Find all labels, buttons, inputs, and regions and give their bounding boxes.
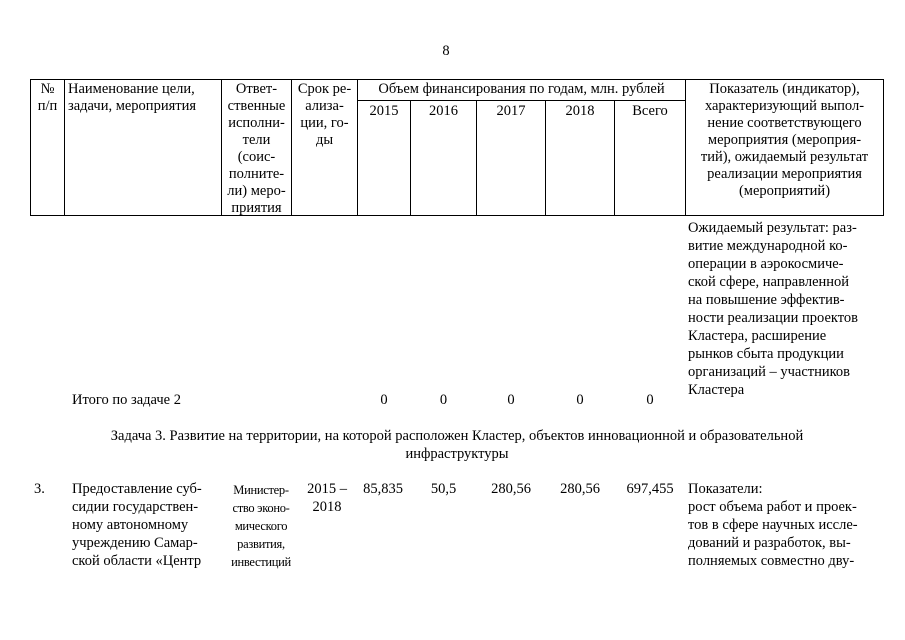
total-task2-2018: 0 — [576, 392, 584, 408]
row3-2017: 280,56 — [491, 481, 531, 497]
row3-name: Предоставление суб- сидии государствен- ному автономному учреждению Самар- ской области «Центр — [72, 481, 202, 569]
header-total: Всего — [632, 103, 668, 119]
header-name: Наименование цели, задачи, мероприятия — [68, 81, 197, 114]
header-indicator: Показатель (индикатор), характеризующий выпол- нение соответствующего мероприятия (мероприя- тий), ожидаемый результат реализации мероприятия (мероприятий) — [700, 81, 869, 199]
header-year-2017: 2017 — [496, 103, 526, 119]
row3-total: 697,455 — [626, 481, 674, 497]
total-task2-total: 0 — [646, 392, 654, 408]
header-year-2016: 2016 — [429, 103, 458, 119]
expected-result: Ожидаемый результат: раз- витие международной ко- операции в аэрокосмиче- ской сфере, направленной на повышение эффектив- ности реализации проектов Кластера, расширение рынков сбыта продукции организаций – участников Кластера — [688, 220, 858, 398]
row3-2015: 85,835 — [363, 481, 403, 497]
task3-heading: Задача 3. Развитие на территории, на которой расположен Кластер, объектов инновационной и образовательной инфраструктуры — [110, 428, 804, 462]
header-financing: Объем финансирования по годам, млн. рублей — [378, 81, 665, 97]
total-task2-2015: 0 — [380, 392, 388, 408]
header-num: № п/п — [37, 81, 58, 114]
row3-indicator: Показатели: рост объема работ и проек- тов в сфере научных иссле- дований и разработок, вы- полняемых совместно дву- — [688, 481, 858, 569]
row3-executor: Министер- ство эконо- мического развития, инвестиций — [231, 483, 291, 569]
total-task2-2017: 0 — [507, 392, 515, 408]
header-term: Срок ре- ализа- ции, го- ды — [297, 81, 352, 148]
row3-num: 3. — [34, 481, 45, 497]
row3-term: 2015 – 2018 — [307, 481, 347, 515]
header-table — [30, 79, 884, 216]
row3-2016: 50,5 — [430, 481, 457, 497]
header-year-2018: 2018 — [565, 103, 595, 119]
header-year-2015: 2015 — [369, 103, 399, 119]
row3-2018: 280,56 — [560, 481, 600, 497]
header-executors: Ответ- ственные исполни- тели (соис- полните- ли) меро- приятия — [227, 81, 286, 216]
total-task2-label: Итого по задаче 2 — [72, 392, 181, 408]
total-task2-2016: 0 — [439, 392, 448, 408]
page-number: 8 — [442, 43, 450, 59]
